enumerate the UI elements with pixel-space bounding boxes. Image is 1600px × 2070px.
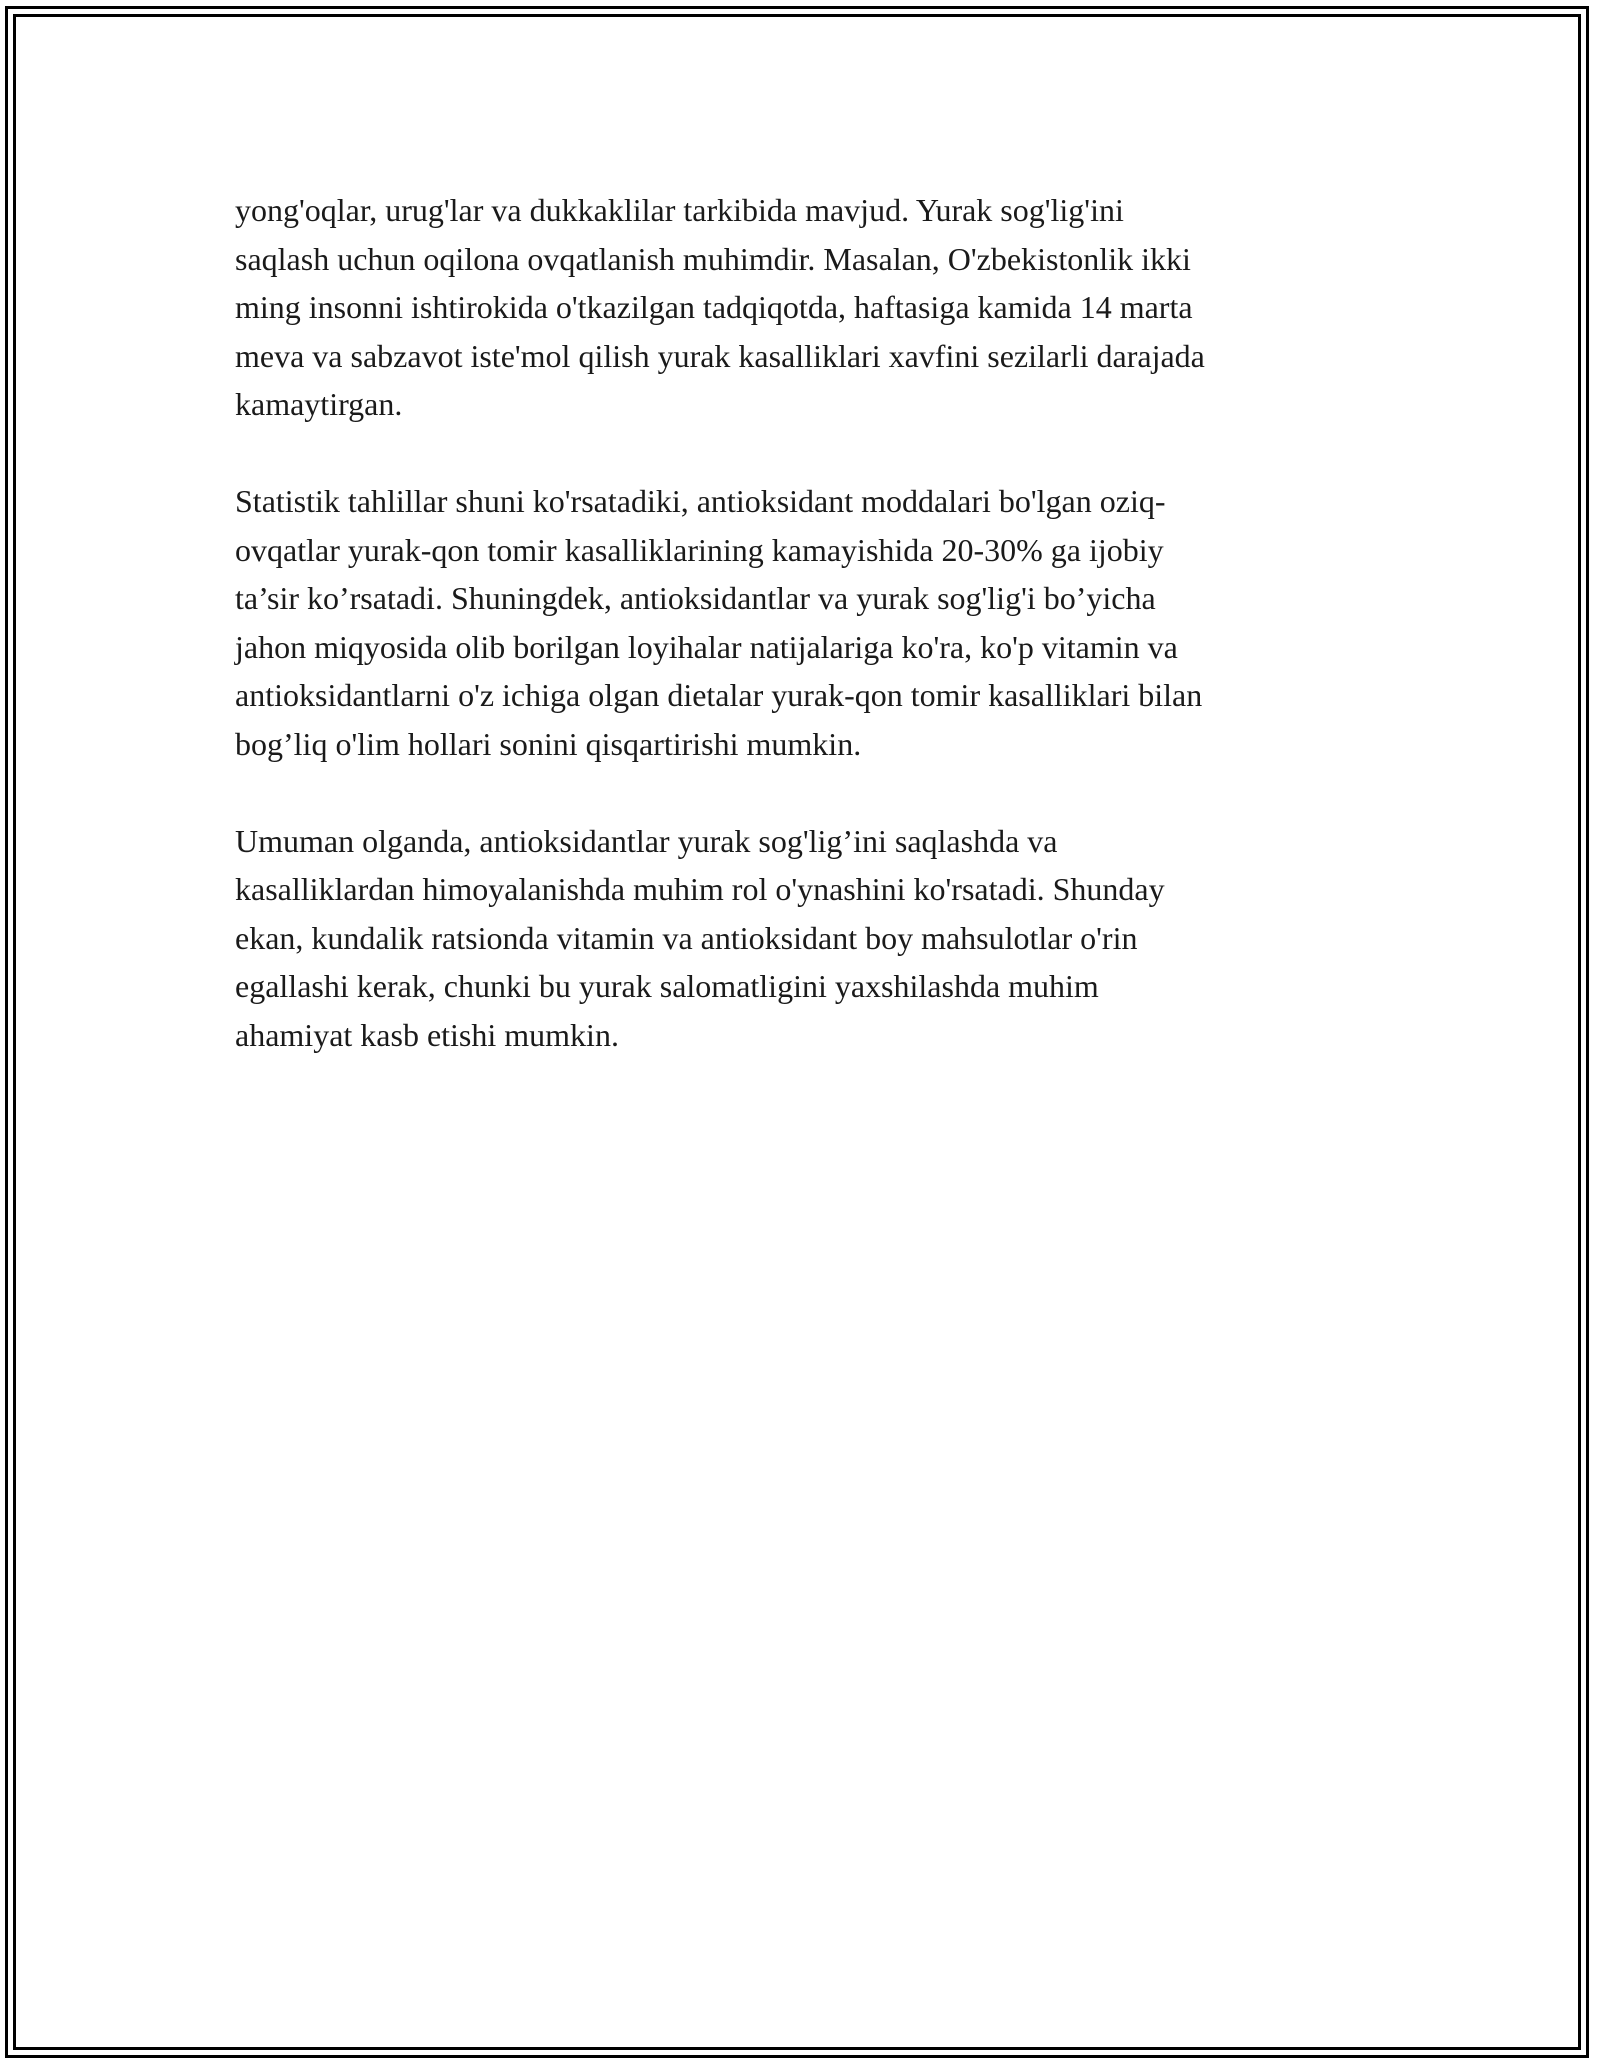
paragraph-3: Umuman olganda, antioksidantlar yurak sog'lig’ini saqlashda va kasalliklardan himoyalanishda muhim rol o'ynashini ko'rsatadi. Shunday ekan, kundalik ratsionda vitamin va antioksidant boy mahsulotlar o'rin egallashi kerak, chunki bu yurak salomatligini yaxshilashda muhim ahamiyat kasb etishi mumkin. [235, 822, 1165, 1053]
document-body [235, 186, 1355, 1108]
paragraph-1: yong'oqlar, urug'lar va dukkaklilar tarkibida mavjud. Yurak sog'lig'ini saqlash uchun oqilona ovqatlanish muhimdir. Masalan, O'zbekistonlik ikki ming insonni ishtirokida o'tkazilgan tadqiqotda, haftasiga kamida 14 marta meva va sabzavot iste'mol qilish yurak kasalliklari xavfini sezilarli darajada kamaytirgan. [235, 192, 1205, 422]
paragraph-2: Statistik tahlillar shuni ko'rsatadiki, antioksidant moddalari bo'lgan oziq- ovqatlar yurak-qon tomir kasalliklarining kamayishida 20-30% ga ijobiy ta’sir ko’rsatadi. Shuningdek, antioksidantlar va yurak sog'lig'i bo’yicha jahon miqyosida olib borilgan loyihalar natijalariga ko'ra, ko'p vitamin va antioksidantlarni o'z ichiga olgan dietalar yurak-qon tomir kasalliklari bilan bog’liq o'lim hollari sonini qisqartirishi mumkin. [235, 483, 1203, 762]
